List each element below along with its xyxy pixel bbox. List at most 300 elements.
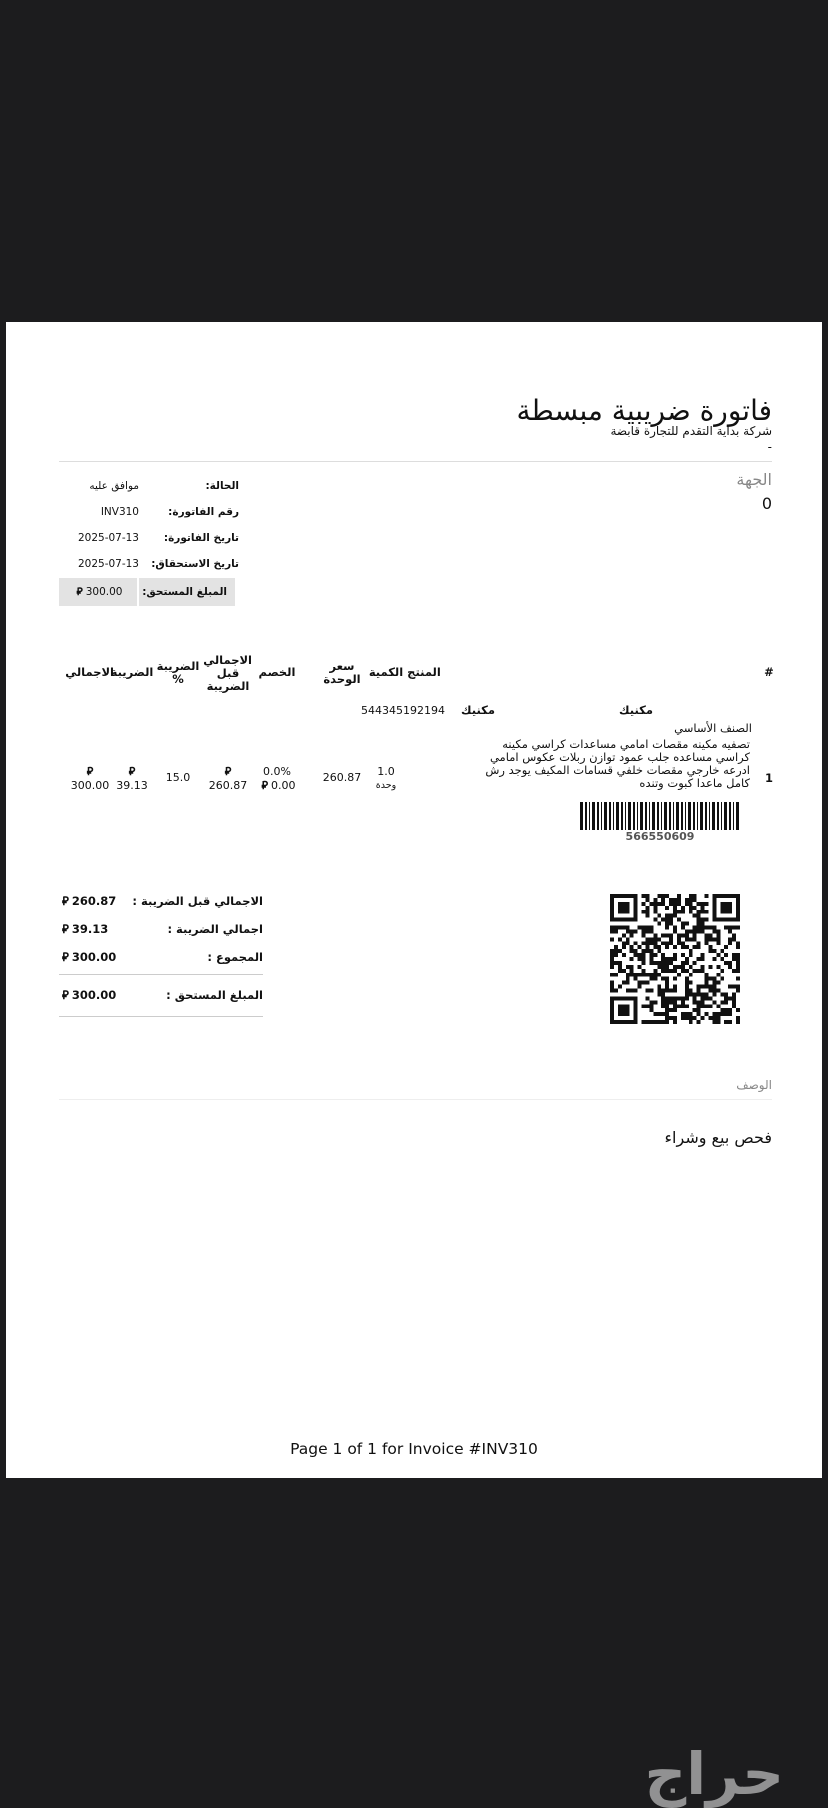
qr-module — [681, 953, 685, 957]
barcode-bar — [657, 802, 659, 830]
qr-module — [645, 945, 649, 949]
row-tax-pct: 15.0 — [165, 771, 191, 784]
barcode-bar — [661, 802, 662, 830]
qr-module — [665, 977, 669, 981]
qr-module — [669, 1008, 673, 1012]
qr-module — [689, 973, 693, 977]
barcode-bar — [604, 802, 607, 830]
qr-module — [732, 926, 736, 930]
qr-module — [720, 902, 732, 914]
qr-module — [681, 1012, 685, 1016]
qr-module — [677, 965, 681, 969]
qr-module — [728, 965, 732, 969]
qr-module — [689, 910, 693, 914]
qr-module — [634, 941, 638, 945]
qr-module — [630, 989, 634, 993]
invoice-sheet — [6, 322, 822, 1478]
qr-module — [642, 961, 646, 965]
qr-module — [661, 1000, 665, 1004]
qr-module — [736, 985, 740, 989]
due-date-value: 2025-07-13 — [77, 558, 139, 570]
qr-module — [685, 961, 689, 965]
qr-module — [657, 1020, 661, 1024]
haraj-watermark: حراج — [644, 1740, 784, 1808]
barcode-bar — [685, 802, 686, 830]
qr-module — [642, 910, 646, 914]
qr-module — [708, 949, 712, 953]
product-code: 544345192194 — [361, 704, 445, 717]
barcode-bar — [705, 802, 707, 830]
qr-module — [716, 937, 720, 941]
qr-module — [653, 961, 657, 965]
qr-module — [665, 969, 669, 973]
qr-module — [685, 969, 689, 973]
qr-module — [685, 977, 689, 981]
qr-module — [720, 1000, 724, 1004]
totals-due-value: ⃁ 300.00 — [62, 988, 117, 1002]
qr-module — [657, 922, 661, 926]
qr-module — [622, 926, 626, 930]
qr-module — [626, 965, 630, 969]
qr-module — [626, 941, 630, 945]
qr-module — [642, 926, 646, 930]
qr-module — [685, 957, 689, 961]
qr-module — [673, 969, 677, 973]
row-unit-price: 260.87 — [322, 771, 362, 784]
barcode-bar — [637, 802, 638, 830]
qr-module — [638, 945, 642, 949]
qr-module — [677, 941, 681, 945]
qr-module — [701, 906, 705, 910]
qr-module — [701, 929, 705, 933]
qr-module — [610, 989, 614, 993]
qr-module — [705, 918, 709, 922]
qr-module — [685, 989, 689, 993]
qr-module — [653, 1000, 657, 1004]
qr-module — [720, 957, 724, 961]
qr-module — [736, 1016, 740, 1020]
company-name: شركة بداية التقدم للتجارة قابضة — [610, 424, 772, 438]
qr-module — [712, 1000, 716, 1004]
qr-module — [712, 981, 716, 985]
qr-module — [724, 953, 728, 957]
qr-module — [665, 894, 669, 898]
barcode-bar — [621, 802, 623, 830]
totals-tax-value: ⃁ 39.13 — [62, 922, 109, 936]
qr-module — [716, 981, 720, 985]
qr-module — [732, 992, 736, 996]
qr-module — [649, 989, 653, 993]
qr-module — [697, 945, 701, 949]
qr-module — [673, 985, 677, 989]
qr-module — [693, 945, 697, 949]
party-value: 0 — [761, 494, 772, 513]
qr-module — [708, 945, 712, 949]
qr-module — [669, 941, 673, 945]
qr-module — [681, 1000, 685, 1004]
qr-module — [697, 1008, 701, 1012]
qr-module — [724, 992, 728, 996]
qr-module — [736, 969, 740, 973]
qr-module — [645, 981, 649, 985]
barcode-bar — [688, 802, 691, 830]
qr-module — [642, 953, 646, 957]
qr-module — [657, 973, 661, 977]
qr-module — [649, 953, 653, 957]
qr-module — [610, 949, 614, 953]
row-num: 1 — [764, 771, 773, 785]
qr-module — [716, 1012, 720, 1016]
qr-module — [661, 977, 665, 981]
qr-module — [649, 929, 653, 933]
qr-module — [614, 949, 618, 953]
qr-module — [705, 992, 709, 996]
qr-module — [693, 906, 697, 910]
qr-module — [645, 989, 649, 993]
qr-module — [681, 910, 685, 914]
qr-module — [665, 945, 669, 949]
qr-module — [649, 902, 653, 906]
qr-module — [649, 973, 653, 977]
qr-module — [728, 929, 732, 933]
qr-module — [661, 1012, 665, 1016]
due-date-row — [59, 558, 239, 578]
qr-module — [665, 1008, 669, 1012]
qr-module — [732, 969, 736, 973]
qr-module — [693, 926, 697, 930]
qr-module — [661, 957, 665, 961]
qr-module — [642, 929, 646, 933]
qr-module — [716, 1016, 720, 1020]
qr-module — [642, 933, 646, 937]
qr-module — [677, 937, 681, 941]
qr-module — [685, 902, 689, 906]
qr-module — [661, 969, 665, 973]
qr-module — [665, 933, 669, 937]
qr-module — [610, 961, 614, 965]
qr-module — [653, 1012, 657, 1016]
barcode-bar — [712, 802, 715, 830]
totals-sum-label: المجموع : — [207, 950, 263, 964]
qr-module — [645, 926, 649, 930]
qr-module — [622, 945, 626, 949]
qr-module — [712, 937, 716, 941]
riyal-icon: ⃁ — [86, 765, 94, 778]
qr-module — [665, 989, 669, 993]
col-tax-pct-header: الضريبة % — [156, 659, 200, 686]
col-unit-price-header: سعر الوحدة — [323, 659, 361, 686]
qr-module — [610, 965, 614, 969]
qr-module — [665, 926, 669, 930]
qr-module — [614, 961, 618, 965]
qr-module — [665, 1020, 669, 1024]
qr-module — [693, 996, 697, 1000]
qr-module — [618, 902, 630, 914]
qr-module — [669, 957, 673, 961]
row-tax: ⃁ 39.13 — [116, 765, 148, 792]
qr-module — [642, 1020, 646, 1024]
qr-module — [689, 902, 693, 906]
qr-module — [689, 989, 693, 993]
qr-module — [697, 929, 701, 933]
qr-module — [649, 1020, 653, 1024]
totals-tax-label: اجمالي الضريبة : — [167, 922, 263, 936]
barcode-bar — [729, 802, 731, 830]
qr-module — [685, 996, 689, 1000]
qr-module — [614, 989, 618, 993]
qr-module — [716, 989, 720, 993]
qr-module — [677, 996, 681, 1000]
qr-module — [720, 949, 724, 953]
qr-module — [673, 953, 677, 957]
qr-module — [677, 973, 681, 977]
qr-module — [649, 949, 653, 953]
qr-module — [681, 941, 685, 945]
qr-module — [701, 965, 705, 969]
qr-module — [720, 1008, 724, 1012]
product-description: تصفيه مكينه مقصات امامي مساعدات كراسي مكينه كراسي مساعده جلب عمود توازن ربلات عكوس امامي ادرعه خارجي مقصات خلفي قسامات المكيف يوجد رش كامل ماعدا كبوت وتنده — [485, 737, 750, 790]
qr-module — [705, 937, 709, 941]
qr-module — [685, 1016, 689, 1020]
qr-module — [701, 969, 705, 973]
qr-module — [712, 985, 716, 989]
row-total: ⃁ 300.00 — [70, 765, 110, 792]
col-product-header: المنتج — [407, 665, 441, 679]
qr-module — [732, 937, 736, 941]
qr-module — [657, 914, 661, 918]
barcode-bar — [700, 802, 703, 830]
qr-module — [614, 926, 618, 930]
amount-due-box — [59, 578, 235, 606]
qr-module — [681, 961, 685, 965]
col-qty-header: الكمية — [368, 665, 404, 679]
qr-module — [630, 969, 634, 973]
qr-module — [653, 1020, 657, 1024]
qr-module — [677, 894, 681, 898]
description-label: الوصف — [736, 1078, 772, 1092]
qr-module — [693, 929, 697, 933]
qr-module — [618, 1004, 630, 1016]
qr-module — [732, 953, 736, 957]
barcode-bar — [736, 802, 739, 830]
qr-module — [618, 961, 622, 965]
qr-module — [645, 906, 649, 910]
qr-module — [693, 937, 697, 941]
qr-module — [661, 961, 665, 965]
qr-module — [645, 910, 649, 914]
qr-module — [669, 1016, 673, 1020]
qr-module — [645, 949, 649, 953]
qr-code — [610, 894, 740, 1024]
qr-module — [665, 1004, 669, 1008]
qr-module — [661, 953, 665, 957]
qr-module — [673, 1008, 677, 1012]
qr-module — [626, 989, 630, 993]
qr-module — [681, 996, 685, 1000]
qr-module — [622, 933, 626, 937]
qr-module — [645, 937, 649, 941]
qr-module — [705, 926, 709, 930]
qr-module — [697, 989, 701, 993]
qr-module — [689, 953, 693, 957]
qr-module — [610, 953, 614, 957]
qr-module — [618, 937, 622, 941]
qr-module — [712, 926, 716, 930]
riyal-icon: ⃁ — [128, 765, 136, 778]
qr-module — [626, 926, 630, 930]
qr-module — [724, 996, 728, 1000]
barcode-bar — [640, 802, 643, 830]
invoice-number-row — [59, 506, 239, 526]
qr-module — [732, 985, 736, 989]
riyal-icon: ⃁ — [224, 765, 232, 778]
qr-module — [649, 926, 653, 930]
qr-module — [689, 894, 693, 898]
qr-module — [681, 969, 685, 973]
qr-module — [728, 961, 732, 965]
qr-module — [642, 981, 646, 985]
qr-module — [712, 977, 716, 981]
qr-module — [701, 1016, 705, 1020]
qr-module — [728, 937, 732, 941]
qr-module — [653, 910, 657, 914]
qr-module — [634, 953, 638, 957]
qr-module — [661, 902, 665, 906]
qr-module — [673, 1020, 677, 1024]
qr-module — [642, 973, 646, 977]
qr-module — [736, 1008, 740, 1012]
qr-module — [669, 1000, 673, 1004]
qr-module — [642, 894, 646, 898]
barcode-bar — [613, 802, 614, 830]
invoice-date-value: 2025-07-13 — [77, 532, 139, 544]
qr-module — [610, 926, 614, 930]
qr-module — [705, 973, 709, 977]
qr-module — [701, 992, 705, 996]
qr-module — [673, 914, 677, 918]
qr-module — [732, 1000, 736, 1004]
qr-module — [701, 953, 705, 957]
qr-module — [708, 1016, 712, 1020]
qr-module — [661, 898, 665, 902]
qr-module — [736, 1020, 740, 1024]
qr-module — [653, 906, 657, 910]
qr-module — [673, 989, 677, 993]
qr-module — [645, 973, 649, 977]
qr-module — [653, 945, 657, 949]
qr-module — [697, 922, 701, 926]
qr-module — [673, 945, 677, 949]
qr-module — [677, 910, 681, 914]
qr-module — [630, 965, 634, 969]
riyal-icon: ⃁ — [261, 779, 269, 792]
qr-module — [653, 937, 657, 941]
qr-module — [610, 985, 614, 989]
qr-module — [665, 985, 669, 989]
qr-module — [649, 1004, 653, 1008]
qr-module — [732, 933, 736, 937]
barcode-bar — [601, 802, 602, 830]
qr-module — [614, 953, 618, 957]
qr-module — [708, 1004, 712, 1008]
status-row — [59, 480, 239, 500]
barcode-bar — [697, 802, 698, 830]
status-value: موافق عليه — [89, 480, 139, 492]
qr-module — [645, 914, 649, 918]
amount-due-value: ⃁ 300.00 — [59, 578, 137, 606]
barcode-bar — [733, 802, 734, 830]
qr-module — [673, 902, 677, 906]
qr-module — [681, 906, 685, 910]
qr-module — [724, 1008, 728, 1012]
qr-module — [697, 902, 701, 906]
qr-module — [736, 945, 740, 949]
qr-module — [665, 957, 669, 961]
qr-module — [665, 996, 669, 1000]
party-label: الجهة — [736, 470, 772, 489]
qr-module — [649, 1000, 653, 1004]
qr-module — [736, 989, 740, 993]
qr-module — [669, 933, 673, 937]
qr-module — [693, 894, 697, 898]
qr-module — [677, 1004, 681, 1008]
qr-module — [653, 973, 657, 977]
qr-module — [705, 1004, 709, 1008]
qr-module — [669, 914, 673, 918]
qr-module — [705, 941, 709, 945]
qr-module — [697, 918, 701, 922]
qr-module — [661, 989, 665, 993]
qr-module — [626, 981, 630, 985]
qr-module — [736, 977, 740, 981]
col-total-header: الاجمالي — [65, 665, 114, 679]
qr-module — [697, 910, 701, 914]
qr-module — [708, 937, 712, 941]
qr-module — [705, 910, 709, 914]
qr-module — [689, 937, 693, 941]
qr-module — [685, 985, 689, 989]
qr-module — [693, 898, 697, 902]
barcode-bar — [709, 802, 710, 830]
qr-module — [728, 1012, 732, 1016]
description-text: فحص بيع وشراء — [664, 1128, 772, 1147]
qr-module — [697, 992, 701, 996]
qr-module — [689, 929, 693, 933]
qr-module — [736, 957, 740, 961]
qr-module — [724, 1000, 728, 1004]
qr-module — [657, 985, 661, 989]
qr-module — [701, 902, 705, 906]
qr-module — [677, 902, 681, 906]
qr-module — [716, 965, 720, 969]
totals-subtotal-value: ⃁ 260.87 — [62, 894, 117, 908]
qr-module — [681, 1016, 685, 1020]
qr-module — [693, 992, 697, 996]
qr-module — [665, 914, 669, 918]
qr-module — [681, 922, 685, 926]
qr-module — [685, 933, 689, 937]
qr-module — [610, 981, 614, 985]
status-label: الحالة: — [205, 480, 239, 492]
qr-module — [665, 1016, 669, 1020]
qr-module — [712, 957, 716, 961]
qr-module — [669, 969, 673, 973]
qr-module — [673, 957, 677, 961]
qr-module — [673, 965, 677, 969]
qr-module — [645, 1004, 649, 1008]
qr-module — [697, 941, 701, 945]
qr-module — [681, 1004, 685, 1008]
